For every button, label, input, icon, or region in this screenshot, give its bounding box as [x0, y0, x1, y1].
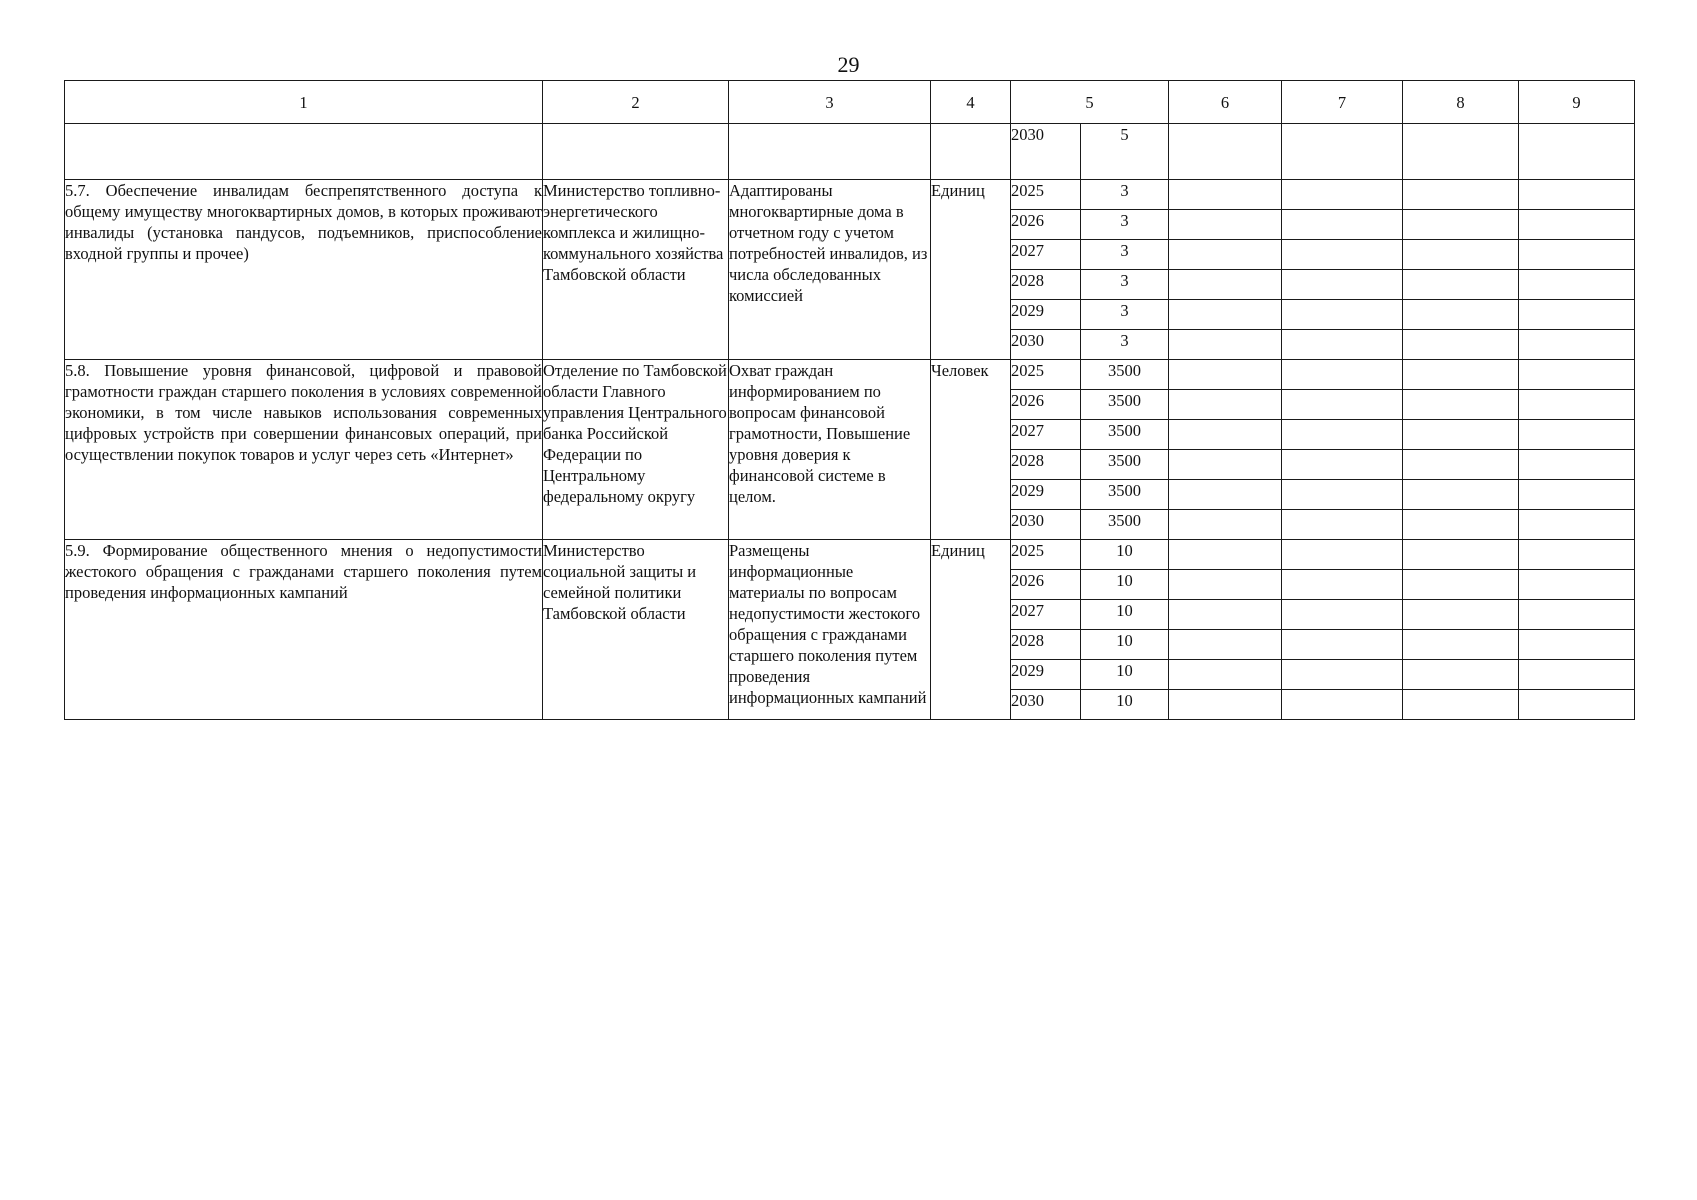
empty-cell — [1282, 630, 1403, 660]
header-cell: 5 — [1011, 81, 1169, 124]
measure-executor: Отделение по Тамбовской области Главного управления Центрального банка Российской Федерации по Центральному федеральному округу — [543, 360, 729, 540]
empty-cell — [1519, 480, 1635, 510]
empty-cell — [1519, 450, 1635, 480]
continuation-row — [65, 124, 1635, 180]
value-cell: 3500 — [1081, 390, 1169, 420]
empty-cell — [1282, 660, 1403, 690]
empty-cell — [1403, 420, 1519, 450]
measure-result: Охват граждан информированием по вопросам финансовой грамотности, Повышение уровня доверия к финансовой системе в целом. — [729, 360, 931, 540]
empty-cell — [1169, 330, 1282, 360]
empty-cell — [1519, 630, 1635, 660]
value-cell: 3500 — [1081, 510, 1169, 540]
empty-cell — [1282, 480, 1403, 510]
empty-cell — [1403, 360, 1519, 390]
measure-executor: Министерство топливно-энергетического комплекса и жилищно-коммунального хозяйства Тамбовской области — [543, 180, 729, 360]
empty-cell — [1282, 390, 1403, 420]
empty-cell — [1519, 570, 1635, 600]
header-cell: 1 — [65, 81, 543, 124]
empty-cell — [1519, 124, 1635, 180]
header-cell: 7 — [1282, 81, 1403, 124]
value-cell: 10 — [1081, 600, 1169, 630]
empty-cell — [1169, 660, 1282, 690]
year-cell: 2025 — [1011, 180, 1081, 210]
empty-cell — [1282, 180, 1403, 210]
empty-cell — [1403, 300, 1519, 330]
year-cell: 2025 — [1011, 540, 1081, 570]
empty-cell — [1519, 240, 1635, 270]
empty-cell — [1282, 300, 1403, 330]
year-cell: 2029 — [1011, 300, 1081, 330]
year-cell: 2027 — [1011, 420, 1081, 450]
value-cell: 3500 — [1081, 360, 1169, 390]
empty-cell — [1403, 660, 1519, 690]
program-measures-table — [64, 80, 1635, 720]
header-cell: 9 — [1519, 81, 1635, 124]
year-cell: 2029 — [1011, 660, 1081, 690]
empty-cell — [1169, 124, 1282, 180]
empty-cell — [1403, 270, 1519, 300]
empty-cell — [1519, 540, 1635, 570]
measure-unit: Человек — [931, 360, 1011, 540]
empty-cell — [1282, 600, 1403, 630]
year-cell: 2026 — [1011, 210, 1081, 240]
empty-cell — [1169, 690, 1282, 720]
empty-cell — [729, 124, 931, 180]
value-cell: 10 — [1081, 660, 1169, 690]
empty-cell — [1282, 420, 1403, 450]
header-cell: 3 — [729, 81, 931, 124]
empty-cell — [1519, 300, 1635, 330]
value-cell: 3500 — [1081, 450, 1169, 480]
empty-cell — [1169, 300, 1282, 330]
page-number: 29 — [837, 52, 860, 77]
value-cell: 3 — [1081, 180, 1169, 210]
empty-cell — [1403, 240, 1519, 270]
empty-cell — [1282, 540, 1403, 570]
empty-cell — [1519, 660, 1635, 690]
empty-cell — [1169, 270, 1282, 300]
empty-cell — [1169, 540, 1282, 570]
empty-cell — [1169, 510, 1282, 540]
value-cell: 10 — [1081, 540, 1169, 570]
empty-cell — [1282, 510, 1403, 540]
empty-cell — [1403, 630, 1519, 660]
empty-cell — [1282, 210, 1403, 240]
empty-cell — [931, 124, 1011, 180]
empty-cell — [1282, 124, 1403, 180]
year-cell: 2028 — [1011, 450, 1081, 480]
year-cell: 2027 — [1011, 240, 1081, 270]
measure-description: 5.9. Формирование общественного мнения о недопустимости жестокого обращения с гражданами старшего поколения путем проведения информационных кампаний — [65, 540, 543, 720]
empty-cell — [1169, 630, 1282, 660]
empty-cell — [1282, 330, 1403, 360]
value-cell: 3 — [1081, 210, 1169, 240]
year-cell: 2026 — [1011, 390, 1081, 420]
empty-cell — [1169, 450, 1282, 480]
empty-cell — [1282, 570, 1403, 600]
empty-cell — [1403, 570, 1519, 600]
header-cell: 4 — [931, 81, 1011, 124]
value-cell: 5 — [1081, 124, 1169, 180]
empty-cell — [1403, 330, 1519, 360]
empty-cell — [1282, 450, 1403, 480]
measure-row — [65, 540, 1635, 570]
empty-cell — [1282, 240, 1403, 270]
empty-cell — [1403, 450, 1519, 480]
measure-unit: Единиц — [931, 540, 1011, 720]
value-cell: 10 — [1081, 570, 1169, 600]
empty-cell — [1169, 360, 1282, 390]
empty-cell — [1169, 480, 1282, 510]
empty-cell — [1403, 390, 1519, 420]
empty-cell — [1403, 690, 1519, 720]
measure-unit: Единиц — [931, 180, 1011, 360]
year-cell: 2026 — [1011, 570, 1081, 600]
measure-result: Размещены информационные материалы по вопросам недопустимости жестокого обращения с гражданами старшего поколения путем проведения информационных кампаний — [729, 540, 931, 720]
empty-cell — [1169, 180, 1282, 210]
empty-cell — [1282, 690, 1403, 720]
empty-cell — [1403, 480, 1519, 510]
empty-cell — [1403, 510, 1519, 540]
empty-cell — [1169, 570, 1282, 600]
measure-executor: Министерство социальной защиты и семейной политики Тамбовской области — [543, 540, 729, 720]
empty-cell — [1403, 600, 1519, 630]
measure-description: 5.8. Повышение уровня финансовой, цифровой и правовой грамотности граждан старшего поколения в условиях современной экономики, в том числе навыков использования современных цифровых устройств при совершении финансовых операций, при осуществлении покупок товаров и услуг через сеть «Интернет» — [65, 360, 543, 540]
empty-cell — [1519, 690, 1635, 720]
empty-cell — [1519, 600, 1635, 630]
empty-cell — [1169, 390, 1282, 420]
empty-cell — [1519, 210, 1635, 240]
header-cell: 8 — [1403, 81, 1519, 124]
empty-cell — [1169, 240, 1282, 270]
measure-row — [65, 360, 1635, 390]
empty-cell — [1169, 600, 1282, 630]
empty-cell — [543, 124, 729, 180]
year-cell: 2030 — [1011, 510, 1081, 540]
value-cell: 3 — [1081, 300, 1169, 330]
empty-cell — [1169, 420, 1282, 450]
value-cell: 3 — [1081, 240, 1169, 270]
year-cell: 2030 — [1011, 124, 1081, 180]
empty-cell — [1282, 360, 1403, 390]
year-cell: 2025 — [1011, 360, 1081, 390]
empty-cell — [1169, 210, 1282, 240]
empty-cell — [1403, 124, 1519, 180]
empty-cell — [1519, 420, 1635, 450]
year-cell: 2030 — [1011, 330, 1081, 360]
empty-cell — [1519, 180, 1635, 210]
value-cell: 3500 — [1081, 480, 1169, 510]
empty-cell — [1282, 270, 1403, 300]
empty-cell — [1519, 330, 1635, 360]
header-row — [65, 81, 1635, 124]
year-cell: 2029 — [1011, 480, 1081, 510]
header-cell: 6 — [1169, 81, 1282, 124]
value-cell: 3 — [1081, 270, 1169, 300]
empty-cell — [1519, 360, 1635, 390]
empty-cell — [1519, 510, 1635, 540]
year-cell: 2030 — [1011, 690, 1081, 720]
value-cell: 10 — [1081, 690, 1169, 720]
empty-cell — [1519, 270, 1635, 300]
value-cell: 10 — [1081, 630, 1169, 660]
value-cell: 3500 — [1081, 420, 1169, 450]
header-cell: 2 — [543, 81, 729, 124]
empty-cell — [1403, 540, 1519, 570]
measure-row — [65, 180, 1635, 210]
empty-cell — [1403, 180, 1519, 210]
measure-description: 5.7. Обеспечение инвалидам беспрепятственного доступа к общему имуществу многоквартирных домов, в которых проживают инвалиды (установка пандусов, подъемников, приспособление входной группы и прочее) — [65, 180, 543, 360]
measure-result: Адаптированы многоквартирные дома в отчетном году с учетом потребностей инвалидов, из числа обследованных комиссией — [729, 180, 931, 360]
year-cell: 2027 — [1011, 600, 1081, 630]
empty-cell — [65, 124, 543, 180]
year-cell: 2028 — [1011, 630, 1081, 660]
empty-cell — [1403, 210, 1519, 240]
value-cell: 3 — [1081, 330, 1169, 360]
year-cell: 2028 — [1011, 270, 1081, 300]
empty-cell — [1519, 390, 1635, 420]
